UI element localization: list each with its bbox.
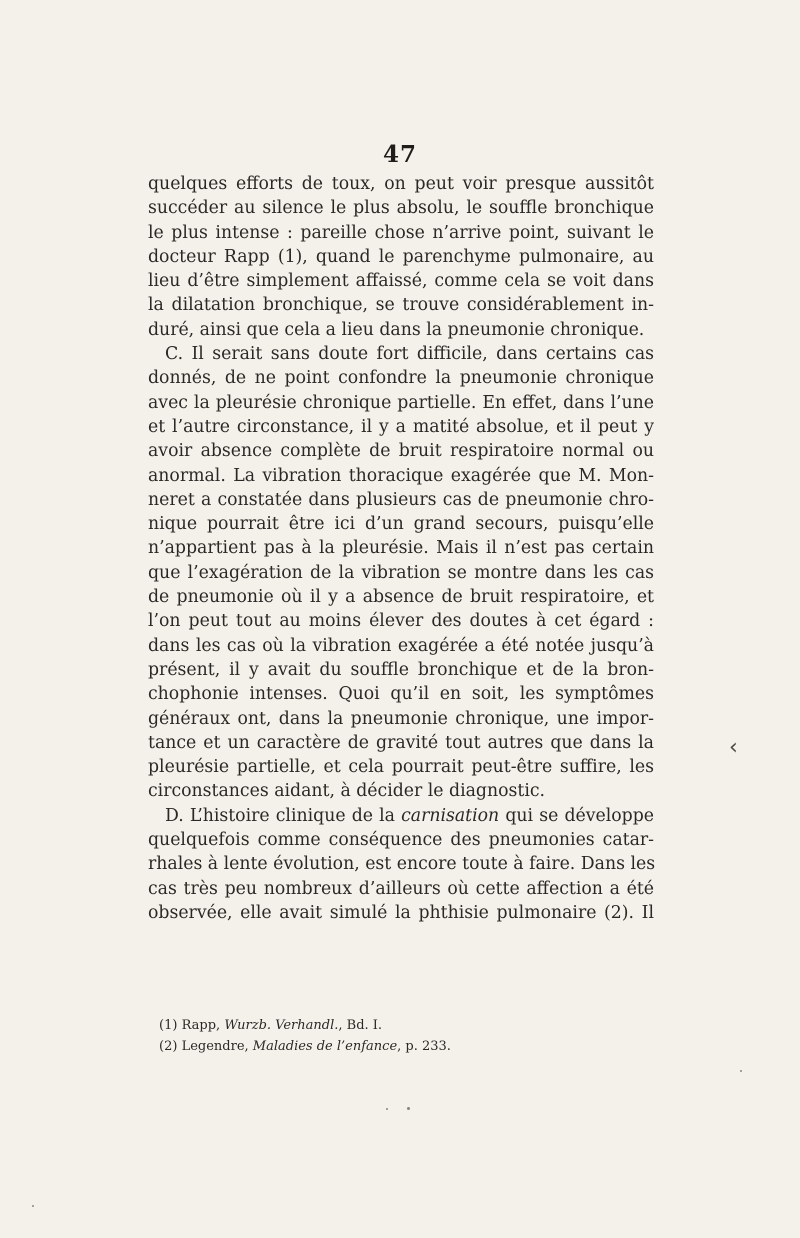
body-line: nique pourrait être ici d’un grand secours, puisqu’elle: [148, 514, 654, 535]
paper-speck: [32, 1205, 34, 1207]
paragraph-d-first-line: [148, 804, 654, 828]
body-line: anormal. La vibration thoracique exagérée que M. Mon-: [148, 465, 654, 486]
footnote-2: [159, 1036, 619, 1057]
body-line: l’on peut tout au moins élever des doutes à cet égard :: [148, 611, 654, 632]
body-line: le plus intense : pareille chose n’arrive point, suivant le: [148, 222, 654, 243]
body-line: présent, il y avait du souffle bronchique et de la bron-: [148, 659, 654, 680]
body-line: observée, elle avait simulé la phthisie pulmonaire (2). Il: [148, 902, 654, 923]
paragraph-d-lead: D. L’histoire clinique de la: [165, 805, 402, 826]
body-line: avoir absence complète de bruit respiratoire normal ou: [148, 441, 654, 462]
body-line: succéder au silence le plus absolu, le souffle bronchique: [148, 198, 654, 219]
paper-speck: [386, 1108, 388, 1110]
body-line: généraux ont, dans la pneumonie chronique, une impor-: [148, 708, 654, 729]
italic-term: carnisation: [401, 805, 500, 826]
body-line: la dilatation bronchique, se trouve considérablement in-: [148, 295, 654, 316]
footnote-author: Rapp,: [181, 1018, 225, 1033]
footnote-title: Maladies de l’enfance: [252, 1039, 398, 1054]
body-line: duré, ainsi que cela a lieu dans la pneumonie chronique.: [148, 319, 645, 340]
body-line: pleurésie partielle, et cela pourrait peut-être suffire, les: [148, 757, 654, 778]
body-line: et l’autre circonstance, il y a matité absolue, et il peut y: [148, 416, 654, 437]
footnote-1: [159, 1015, 619, 1036]
body-line: tance et un caractère de gravité tout autres que dans la: [148, 732, 654, 753]
body-line: de pneumonie où il y a absence de bruit respiratoire, et: [148, 587, 654, 608]
paper-speck: [407, 1107, 410, 1110]
body-line: C. Il serait sans doute fort difficile, dans certains cas: [165, 344, 654, 365]
body-line: donnés, de ne point confondre la pneumonie chronique: [148, 368, 654, 389]
paragraph-d-continuation: qui se développe: [499, 805, 655, 826]
footnotes: [159, 1015, 619, 1057]
body-line: que l’exagération de la vibration se montre dans les cas: [148, 562, 654, 583]
footnote-marker: (1): [159, 1018, 178, 1033]
footnote-author: Legendre,: [181, 1039, 253, 1054]
page-number: 47: [382, 141, 417, 168]
body-line: neret a constatée dans plusieurs cas de pneumonie chro-: [148, 489, 654, 510]
body-line: lieu d’être simplement affaissé, comme cela se voit dans: [148, 271, 654, 292]
margin-pencil-mark: ‹: [729, 735, 738, 760]
body-line: cas très peu nombreux d’ailleurs où cette affection a été: [148, 878, 654, 899]
footnote-rest: , Bd. I.: [338, 1018, 383, 1033]
footnote-marker: (2): [159, 1039, 178, 1054]
body-text: [148, 172, 654, 925]
body-line: quelquefois comme conséquence des pneumonies catar-: [148, 830, 654, 851]
footnote-title: Wurzb. Verhandl.: [224, 1018, 339, 1033]
body-line: rhales à lente évolution, est encore toute à faire. Dans les: [148, 854, 656, 875]
footnote-rest: , p. 233.: [397, 1039, 451, 1054]
body-line: quelques efforts de toux, on peut voir presque aussitôt: [148, 174, 654, 194]
body-line: chophonie intenses. Quoi qu’il en soit, les symptômes: [148, 684, 654, 705]
paper-speck: [740, 1070, 742, 1072]
body-line: circonstances aidant, à décider le diagnostic.: [148, 781, 546, 802]
body-line: docteur Rapp (1), quand le parenchyme pulmonaire, au: [148, 246, 654, 267]
body-line: avec la pleurésie chronique partielle. En effet, dans l’une: [148, 392, 654, 413]
body-line: n’appartient pas à la pleurésie. Mais il n’est pas certain: [148, 538, 654, 559]
body-line: dans les cas où la vibration exagérée a été notée jusqu’à: [148, 635, 654, 656]
